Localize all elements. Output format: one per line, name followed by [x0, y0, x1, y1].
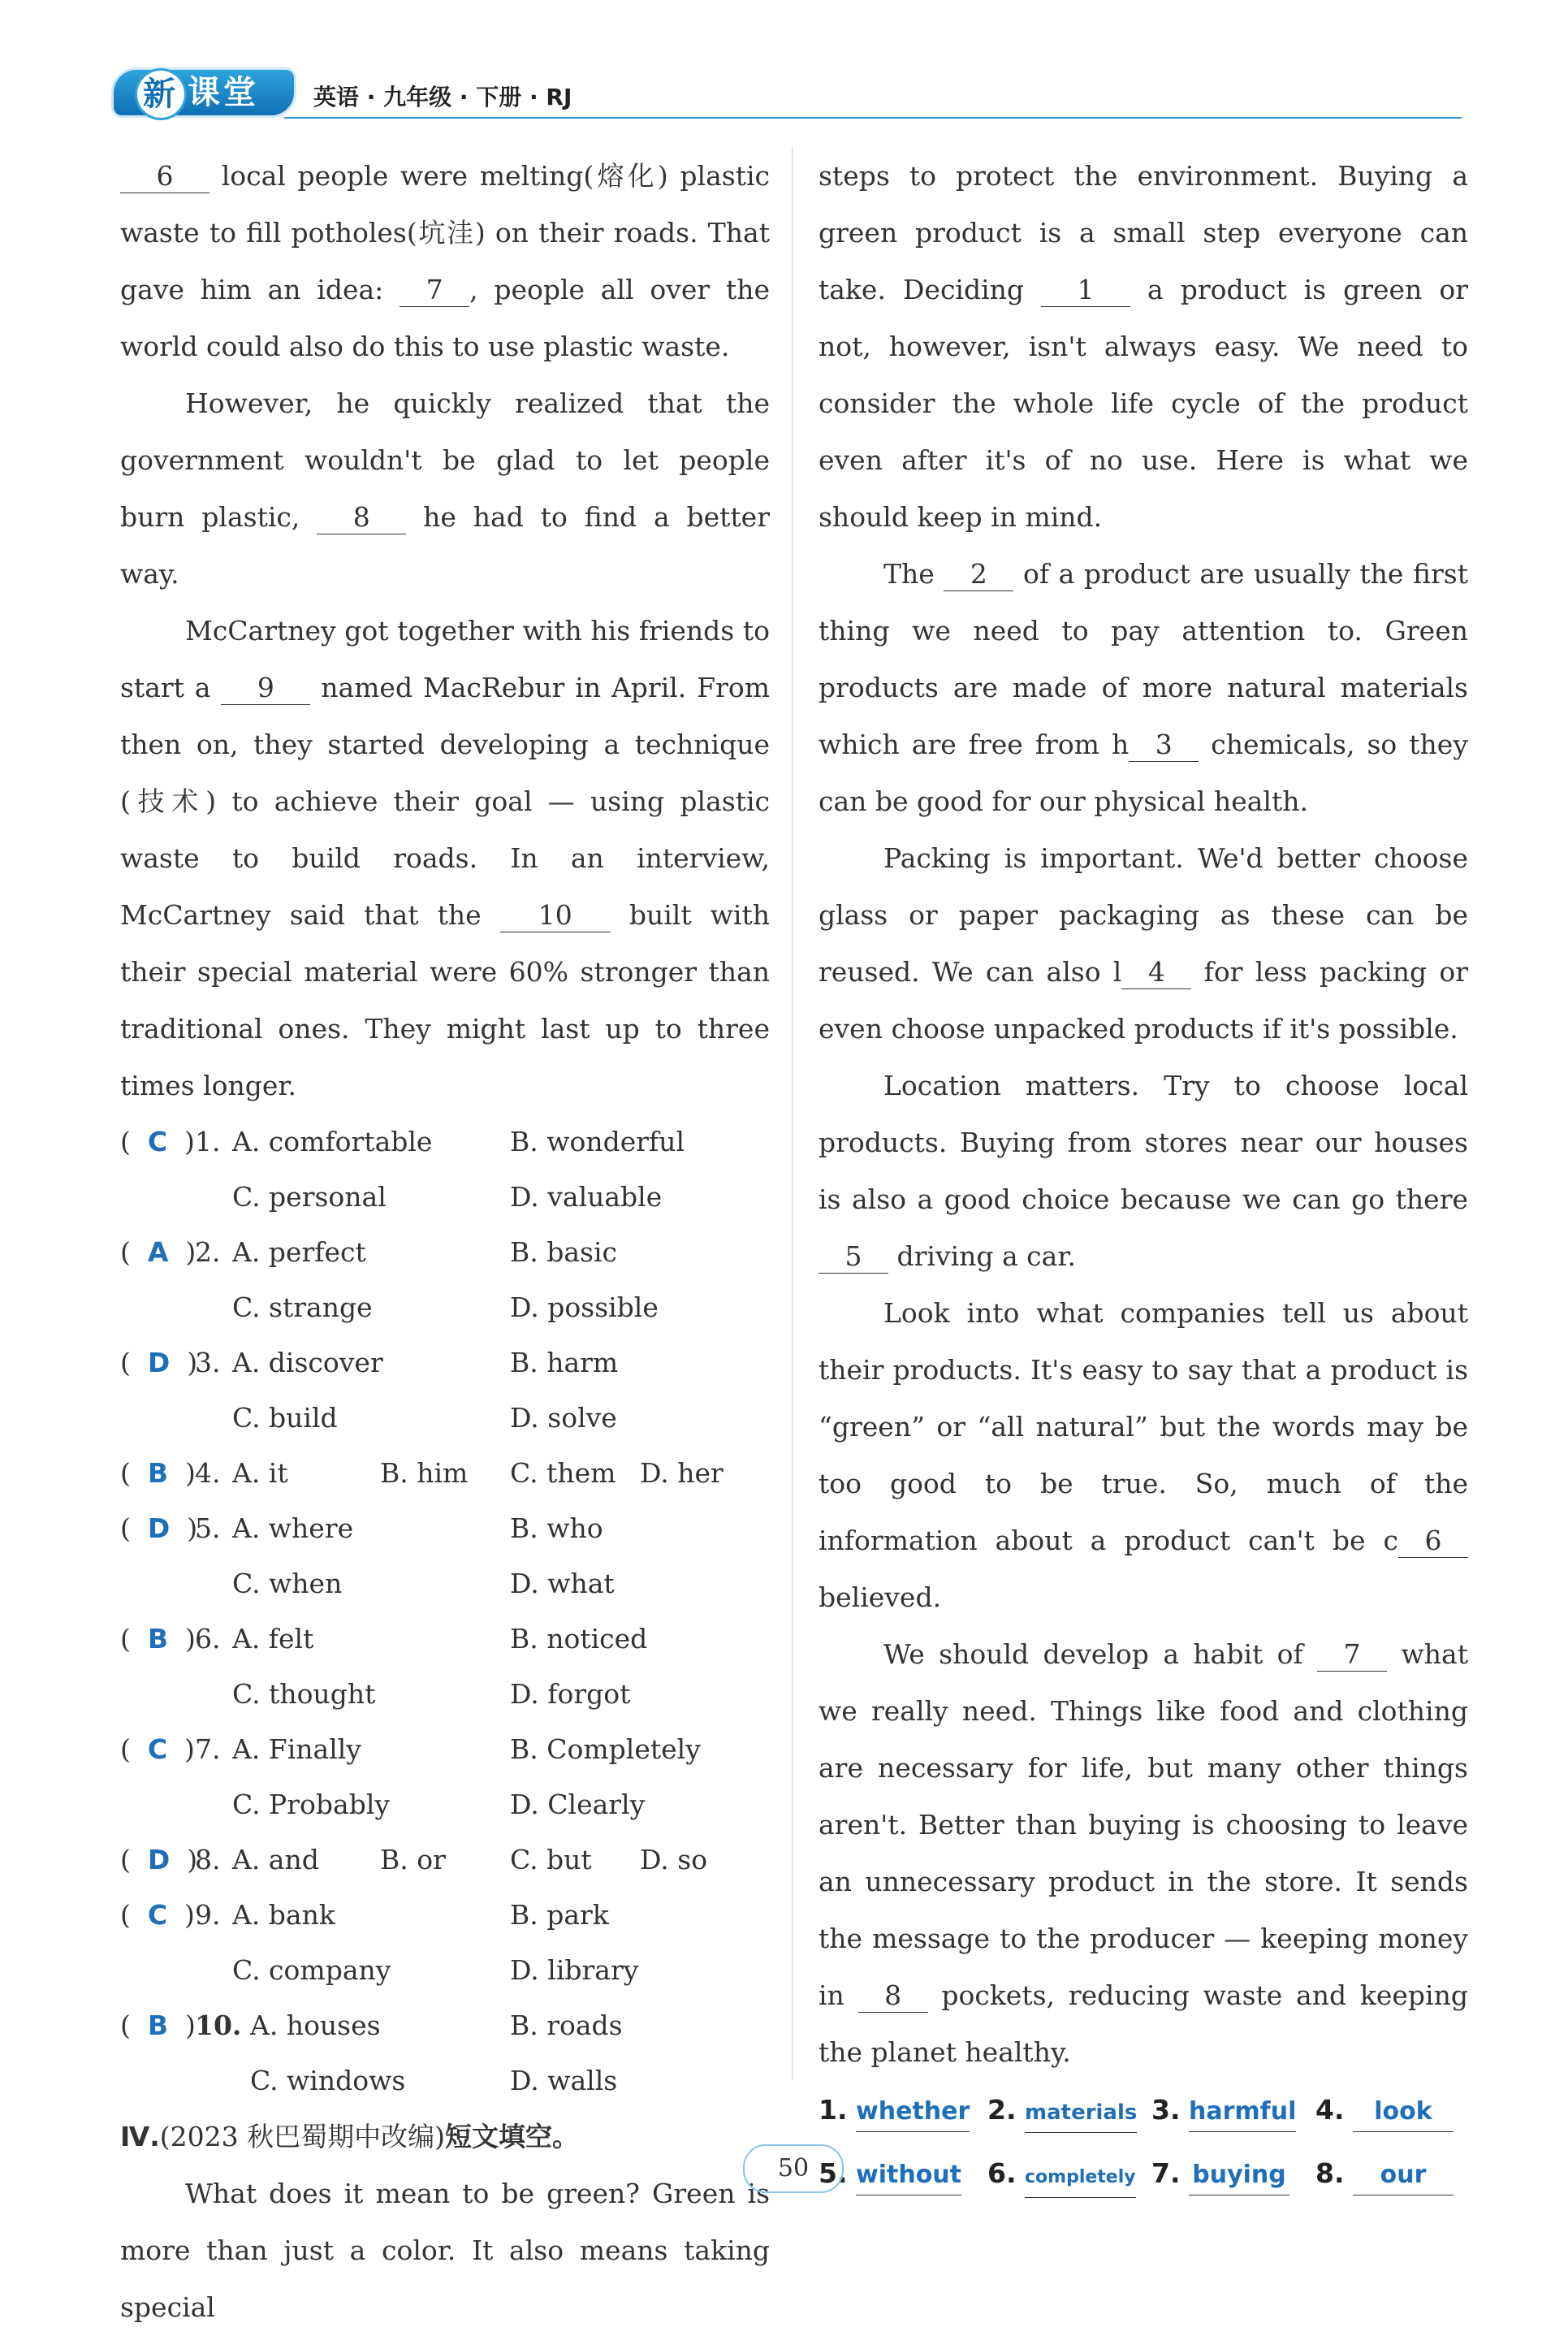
- answer-letter: D: [147, 1844, 171, 1875]
- cloze-blank: 3: [1129, 729, 1199, 762]
- passage-paragraph: The 2 of a product are usually the first thing we need to pay attention to. Green products are made of more natural materials which are free from h 3 chemicals, so they can be good for our physical health.: [819, 558, 1468, 817]
- passage-paragraph: 6 local people were melting(熔化) plastic waste to fill potholes(坑洼) on their roads. That gave him an idea: 7 , people all over the world could also do this to use plastic waste.: [120, 160, 770, 362]
- cloze-blank: 1: [1041, 274, 1130, 307]
- choice-row: ( C ) 9. A. bank B. park: [120, 1899, 609, 1931]
- cloze-blank: 7: [400, 274, 469, 307]
- choice-row: ( D ) 8. A. and B. or C. but D. so: [120, 1844, 708, 1875]
- subject-label: 英语 · 九年级 · 下册 · RJ: [313, 84, 572, 110]
- choice-row: ( A ) 2. A. perfect B. basic: [120, 1236, 617, 1268]
- answer-letter: D: [147, 1512, 171, 1544]
- passage-paragraph: steps to protect the environment. Buying a green product is a small step everyone can take. Deciding 1 a product is green or not, however, isn't always easy. We need to consider the whole life cycle of the product even after it's of no use. Here is what we should keep in mind.: [819, 160, 1468, 533]
- answer-letter: B: [147, 2009, 169, 2041]
- cloze-blank: 6: [1398, 1525, 1468, 1558]
- choice-row: C. company D. library: [232, 1954, 639, 1986]
- answer-item: 2. materials: [987, 2086, 1137, 2135]
- answer-letter: B: [147, 1457, 169, 1489]
- answer-letter: B: [147, 1623, 169, 1655]
- choice-row: ( B ) 10. A. houses B. roads: [120, 2009, 623, 2041]
- answer-letter: D: [147, 1347, 171, 1378]
- answer-letter: C: [147, 1733, 168, 1765]
- choice-row: ( D ) 5. A. where B. who: [120, 1512, 603, 1544]
- choice-row: C. personal D. valuable: [232, 1181, 663, 1213]
- choice-row: C. thought D. forgot: [232, 1678, 631, 1710]
- answer-letter: A: [147, 1236, 169, 1268]
- passage-paragraph: What does it mean to be green? Green is more than just a color. It also means taking special: [120, 2178, 770, 2323]
- answer-item: 8. our: [1315, 2149, 1454, 2198]
- answer-item: 6. completely: [987, 2149, 1136, 2198]
- passage-paragraph: However, he quickly realized that the government wouldn't be glad to let people burn plastic, 8 he had to find a better way.: [120, 387, 770, 590]
- choice-row: C. Probably D. Clearly: [232, 1789, 646, 1820]
- answer-item: 3. harmful: [1151, 2086, 1296, 2135]
- cloze-blank: 2: [944, 558, 1013, 591]
- cloze-blank: 9: [221, 672, 310, 705]
- choice-row: ( C ) 7. A. Finally B. Completely: [120, 1733, 701, 1765]
- choice-row: ( B ) 6. A. felt B. noticed: [120, 1623, 648, 1655]
- answer-item: 5. without: [819, 2149, 961, 2198]
- cloze-blank: 10: [500, 899, 611, 932]
- answer-letter: C: [147, 1899, 168, 1931]
- choice-row: C. build D. solve: [232, 1402, 617, 1434]
- answer-row: [819, 2086, 1468, 2149]
- cloze-blank: 4: [1121, 956, 1191, 989]
- cloze-blank: 5: [819, 1240, 888, 1274]
- choice-row: C. strange D. possible: [232, 1291, 659, 1323]
- page-header: [114, 63, 1462, 128]
- passage-paragraph: McCartney got together with his friends to start a 9 named MacRebur in April. From then on, they started developing a technique (技术) to achieve their goal — using plastic waste to build roads. In an interview, McCartney said that the 10 built with their special material were 60% stronger than traditional ones. They might last up to three times longer.: [120, 615, 771, 1101]
- column-divider: [792, 148, 793, 2081]
- passage-paragraph: Location matters. Try to choose local products. Buying from stores near our houses is also a good choice because we can go there 5 driving a car.: [819, 1070, 1468, 1272]
- choice-row: ( B ) 4. A. it B. him C. them D. her: [120, 1457, 724, 1489]
- cloze-blank: 8: [858, 1979, 928, 2013]
- answer-row: [819, 2149, 1468, 2213]
- passage-paragraph: We should develop a habit of 7 what we really need. Things like food and clothing are necessary for life, but many other things aren't. Better than buying is choosing to leave an unnecessary product in the store. It sends the message to the producer — keeping money in 8 pockets, reducing waste and keeping the planet healthy.: [819, 1638, 1468, 2068]
- answer-item: 1. whether: [819, 2086, 970, 2135]
- section-heading: Ⅳ.(2023 秋巴蜀期中改编)短文填空。: [120, 2121, 580, 2152]
- passage-paragraph: Packing is important. We'd better choose glass or paper packaging as these can be reused. We can also l 4 for less packing or even choose unpacked products if it's possible.: [819, 842, 1468, 1045]
- choice-row: C. when D. what: [232, 1568, 615, 1599]
- choice-list: [120, 1114, 770, 2109]
- choice-row: ( C ) 1. A. comfortable B. wonderful: [120, 1126, 685, 1157]
- series-logo: 新 课堂: [114, 70, 294, 115]
- right-column: [819, 148, 1468, 2213]
- page-number: 50: [743, 2144, 844, 2193]
- cloze-blank: 8: [317, 501, 406, 534]
- cloze-blank: 7: [1317, 1638, 1387, 1672]
- cloze-blank: 6: [120, 160, 209, 193]
- answer-letter: C: [147, 1126, 168, 1157]
- answer-key: [819, 2086, 1468, 2213]
- left-column: [120, 148, 770, 2336]
- choice-row: ( D ) 3. A. discover B. harm: [120, 1347, 619, 1378]
- choice-row: C. windows D. walls: [250, 2065, 618, 2096]
- passage-paragraph: Look into what companies tell us about their products. It's easy to say that a product is “green” or “all natural” but the words may be too good to be true. So, much of the information about a product can't be c 6 believed.: [819, 1297, 1468, 1613]
- answer-item: 4. look: [1315, 2086, 1454, 2135]
- answer-item: 7. buying: [1151, 2149, 1289, 2198]
- header-rule: [284, 117, 1462, 119]
